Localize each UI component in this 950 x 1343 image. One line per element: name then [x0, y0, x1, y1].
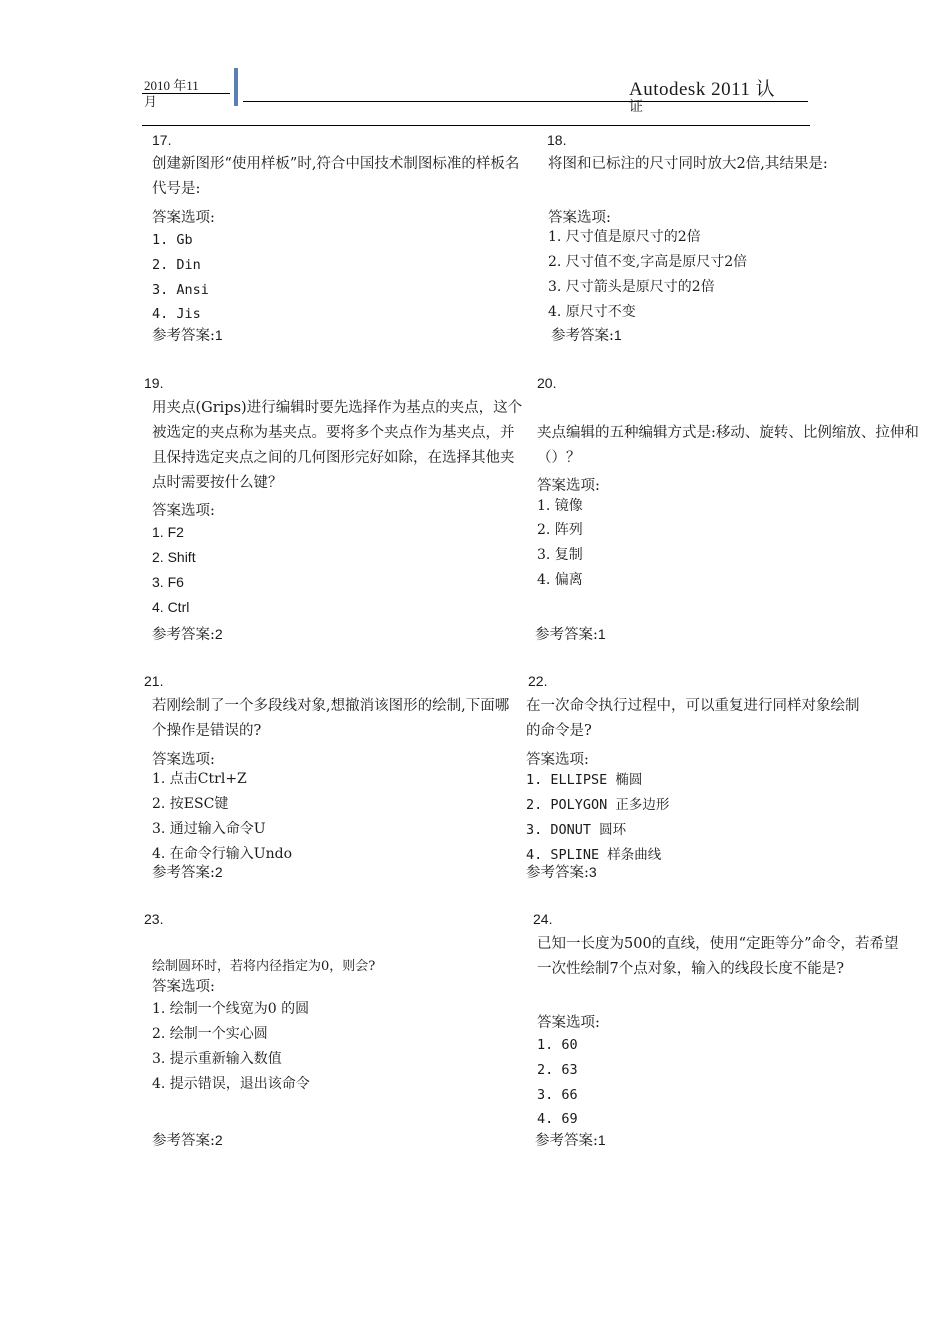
answer-line	[535, 1129, 606, 1150]
question-number: 19.	[144, 375, 164, 391]
answer-line	[551, 324, 622, 345]
option-1: 1. Gb	[152, 232, 193, 248]
options-label: 答案选项:	[152, 979, 215, 995]
option-3: 3. 通过输入命令U	[152, 821, 266, 837]
question-number: 24.	[533, 911, 553, 927]
option-1: 1. F2	[152, 524, 184, 540]
option-2: 2. Din	[152, 257, 201, 273]
answer-value: 1	[597, 1132, 606, 1148]
options-label: 答案选项:	[152, 752, 215, 768]
question-text: 已知一长度为500的直线，使用“定距等分”命令，若希望一次性绘制7个点对象，输入的线段长度不能是?	[537, 936, 899, 977]
option-2: 2. 63	[537, 1062, 578, 1078]
answer-value: 1	[597, 626, 606, 642]
option-1: 1. 尺寸值是原尺寸的2倍	[548, 229, 701, 245]
option-4: 4. 原尺寸不变	[548, 304, 636, 320]
header-date-underline	[142, 93, 230, 94]
question-number: 21.	[144, 673, 164, 689]
option-3: 3. DONUT 圆环	[526, 822, 627, 838]
option-1: 1. 镜像	[537, 498, 583, 514]
option-2: 2. POLYGON 正多边形	[526, 797, 670, 813]
question-text: 用夹点(Grips)进行编辑时要先选择作为基点的夹点，这个被选定的夹点称为基夹点。要将多个夹点作为基夹点，并且保持选定夹点之间的几何图形完好如除，在选择其他夹点时需要按什么键？	[152, 400, 523, 491]
header-date-line2: 月	[144, 94, 158, 109]
option-2: 2. 绘制一个实心圆	[152, 1026, 268, 1042]
answer-label: 参考答案:	[152, 865, 215, 881]
answer-label: 参考答案:	[152, 627, 215, 643]
question-number: 18.	[547, 132, 567, 148]
option-3: 3. Ansi	[152, 282, 209, 298]
header-title: Autodesk 2011 认	[629, 79, 776, 100]
answer-line	[152, 861, 223, 882]
answer-label: 参考答案:	[152, 328, 215, 344]
answer-label: 参考答案:	[551, 328, 614, 344]
option-2: 2. 阵列	[537, 522, 583, 538]
question-text: 创建新图形“使用样板”时,符合中国技术制图标准的样板名代号是:	[152, 156, 520, 197]
question-text: 绘制圆环时，若将内径指定为0，则会?	[152, 959, 376, 974]
option-3: 3. 提示重新输入数值	[152, 1051, 282, 1067]
option-3: 3. F6	[152, 574, 184, 590]
answer-label: 参考答案:	[152, 1133, 215, 1149]
answer-value: 2	[214, 1132, 223, 1148]
option-4: 4. 偏离	[537, 572, 583, 588]
options-label: 答案选项:	[526, 752, 589, 768]
option-1: 1. 60	[537, 1037, 578, 1053]
answer-line	[526, 861, 597, 882]
option-2: 2. 按ESC键	[152, 796, 229, 812]
question-number: 22.	[528, 673, 548, 689]
options-label: 答案选项:	[537, 1015, 600, 1031]
header-rule-top	[243, 101, 808, 102]
header-rule-bottom	[142, 125, 810, 126]
answer-line	[152, 1129, 223, 1150]
answer-value: 2	[214, 626, 223, 642]
option-1: 1. 绘制一个线宽为0 的圆	[152, 1001, 310, 1017]
answer-line	[535, 623, 606, 644]
question-text: 若刚绘制了一个多段线对象,想撤消该图形的绘制,下面哪个操作是错误的?	[152, 698, 510, 739]
answer-label: 参考答案:	[535, 627, 598, 643]
question-text: 将图和已标注的尺寸同时放大2倍,其结果是:	[548, 156, 828, 172]
options-label: 答案选项:	[548, 210, 611, 226]
header-accent-bar	[234, 68, 238, 106]
option-3: 3. 尺寸箭头是原尺寸的2倍	[548, 279, 715, 295]
answer-label: 参考答案:	[526, 865, 589, 881]
question-number: 23.	[144, 911, 164, 927]
answer-value: 3	[588, 864, 597, 880]
question-text: 在一次命令执行过程中，可以重复进行同样对象绘制的命令是?	[526, 698, 860, 739]
question-number: 17.	[152, 132, 172, 148]
options-label: 答案选项:	[537, 478, 600, 494]
header-date	[144, 78, 199, 110]
option-2: 2. Shift	[152, 549, 196, 565]
option-4: 4. Ctrl	[152, 599, 190, 615]
answer-value: 2	[214, 864, 223, 880]
option-4: 4. SPLINE 样条曲线	[526, 847, 662, 863]
header-date-line1: 2010 年11	[144, 78, 199, 93]
answer-line	[152, 324, 223, 345]
option-1: 1. ELLIPSE 椭圆	[526, 772, 643, 788]
option-3: 3. 66	[537, 1087, 578, 1103]
answer-line	[152, 623, 223, 644]
header-title-line2: 证	[629, 99, 643, 115]
option-4: 4. 在命令行输入Undo	[152, 846, 293, 862]
option-4: 4. 69	[537, 1111, 578, 1127]
question-text: 夹点编辑的五种编辑方式是:移动、旋转、比例缩放、拉伸和（）？	[537, 425, 919, 466]
answer-value: 1	[214, 327, 223, 343]
options-label: 答案选项:	[152, 210, 215, 226]
option-2: 2. 尺寸值不变,字高是原尺寸2倍	[548, 254, 748, 270]
answer-value: 1	[613, 327, 622, 343]
answer-label: 参考答案:	[535, 1133, 598, 1149]
option-1: 1. 点击Ctrl+Z	[152, 771, 247, 787]
question-number: 20.	[537, 375, 557, 391]
option-4: 4. 提示错误，退出该命令	[152, 1076, 310, 1092]
option-3: 3. 复制	[537, 547, 583, 563]
option-4: 4. Jis	[152, 306, 201, 322]
options-label: 答案选项:	[152, 503, 215, 519]
